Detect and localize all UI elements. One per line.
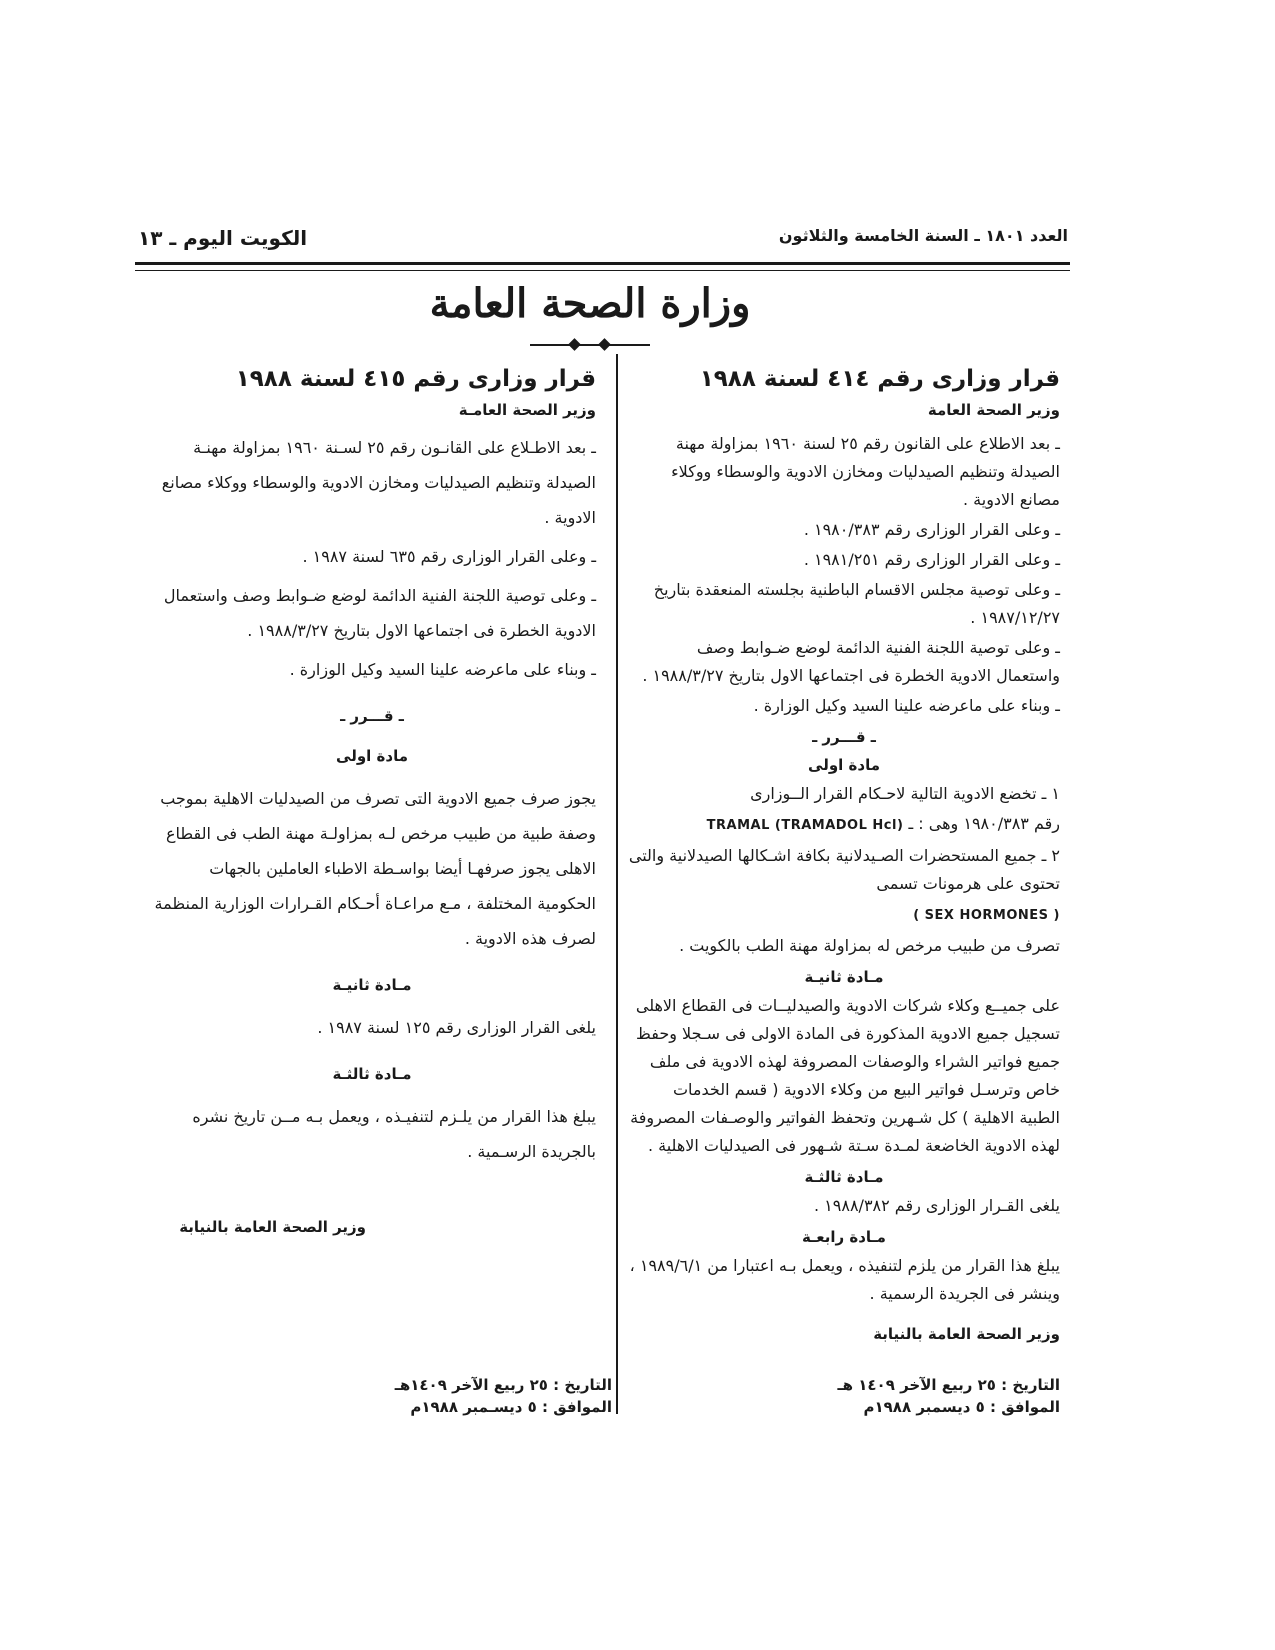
article-1-item-2: ٢ ـ جميع المستحضرات الصـيدلانية بكافة اشـكالها الصيدلانية والتى تحتوى على هرمونات تسمى [628,846,1060,893]
decree-415-issuer: وزير الصحة العامـة [458,401,596,419]
decree-415-title: قرار وزارى رقم ٤١٥ لسنة ١٩٨٨ [235,366,596,392]
hormones-label: ( SEX HORMONES ) [913,908,1060,923]
preamble-item: ـ وبناء على ماعرضه علينا السيد وكيل الوزارة . [753,696,1060,715]
issue-number: العدد ١٨٠١ ـ السنة الخامسة والثلاثون [778,226,1068,245]
column-separator [616,354,618,1414]
article-1-item-1-ref [628,810,1060,840]
preamble-item: ـ بعد الاطلاع على القانون رقم ٢٥ لسنة ١٩٦٠ بمزاولة مهنة الصيدلة وتنظيم الصيدليات ومخازن الادوية والوسطاء ووكلاء مصانع الادوية . [671,434,1060,509]
preamble-item: ـ وعلى القرار الوزارى رقم ١٩٨١/٢٥١ . [803,550,1060,569]
decree-414-dates [780,1374,1060,1418]
date-hijri: التاريخ : ٢٥ ربيع الآخر ١٤٠٩ هـ [837,1376,1060,1394]
article-2-text: يلغى القرار الوزارى رقم ١٢٥ لسنة ١٩٨٧ . [317,1018,596,1037]
article-1-text: يجوز صرف جميع الادوية التى تصرف من الصيدليات الاهلية بموجب وصفة طبية من طبيب مرخص لـه بمزاولـة مهنة الطب فى القطاع الاهلى يجوز صرفهـا أيضا بواسـطة الاطباء العاملين بالجهات الحكومية المختلفة ، مـع مراعـاة أحـكام القـرارات الوزارية المنظمة لصرف هذه الادوية . [154,789,596,948]
article-4-heading: مـادة رابعـة [802,1228,886,1246]
article-2-heading: مـادة ثانيـة [804,968,884,986]
preamble-item: ـ وعلى توصية اللجنة الفنية الدائمة لوضع ضـوابط وصف واستعمال الادوية الخطرة فى اجتماعها الاول بتاريخ ١٩٨٨/٣/٢٧ . [163,586,596,640]
article-3-text: يبلغ هذا القرار من يلـزم لتنفيـذه ، ويعمل بـه مــن تاريخ نشره بالجريدة الرسـمية . [192,1107,596,1161]
article-1-heading: مادة اولى [336,747,408,765]
decree-415-column [148,362,596,1241]
ministry-heading: وزارة الصحة العامة [429,280,751,327]
date-hijri: التاريخ : ٢٥ ربيع الآخر ١٤٠٩هـ [394,1376,612,1394]
article-2-heading: مـادة ثانيـة [332,976,412,994]
article-3-heading: مـادة ثالثـة [804,1168,884,1186]
date-gregorian: الموافق : ٥ ديسـمبر ١٩٨٨م [410,1398,612,1416]
article-1-heading: مادة اولى [808,756,880,774]
hormones-line [628,900,1060,930]
decree-414-issuer: وزير الصحة العامة [927,401,1060,419]
preamble-item: ـ وعلى توصية اللجنة الفنية الدائمة لوضع ضـوابط وصف واستعمال الادوية الخطرة فى اجتماعها الاول بتاريخ ١٩٨٨/٣/٢٧ . [642,638,1060,685]
article-4-text: يبلغ هذا القرار من يلزم لتنفيذه ، ويعمل بـه اعتبارا من ١٩٨٩/٦/١ ، وينشر فى الجريدة الرسمية . [629,1256,1060,1303]
preamble-item: ـ وعلى توصية مجلس الاقسام الباطنية بجلسته المنعقدة بتاريخ ١٩٨٧/١٢/٢٧ . [653,580,1060,627]
decision-heading: ـ قـــرر ـ [812,728,876,746]
decree-415-dates [300,1374,612,1418]
article-3-heading: مـادة ثالثـة [332,1065,412,1083]
article-2-text: على جميــع وكلاء شركات الادوية والصيدليــات فى القطاع الاهلى تسجيل جميع الادوية المذكورة فى المادة الاولى فى سـجلا وحفظ جميع فواتير الشراء والوصفات المصروفة لهذه الادوية فى ملف خاص وترسـل فواتير البيع من وكلاء الادوية ( قسم الخدمات الطبية الاهلية ) كل شـهرين وتحفظ الفواتير والوصـفات المصروفة لهذه الادوية الخاضعة لمـدة سـتة شـهور فى الصيدليات الاهلية . [630,996,1060,1155]
article-1-item-3: تصرف من طبيب مرخص له بمزاولة مهنة الطب بالكويت . [679,936,1060,955]
preamble-item: ـ بعد الاطـلاع على القانـون رقم ٢٥ لسـنة ١٩٦٠ بمزاولة مهنـة الصيدلة وتنظيم الصيدليات ومخازن الادوية والوسطاء ووكلاء مصانع الادوية . [161,438,596,527]
decision-heading: ـ قـــرر ـ [340,707,404,725]
signature-line: وزير الصحة العامة بالنيابة [179,1218,366,1236]
running-header [138,222,1068,260]
article-1-ref-text: رقم ١٩٨٠/٣٨٣ وهى : ـ [908,814,1060,833]
newspaper-name: الكويت اليوم ـ ١٣ [138,226,308,250]
date-gregorian: الموافق : ٥ ديسمبر ١٩٨٨م [863,1398,1060,1416]
signature-line: وزير الصحة العامة بالنيابة [873,1325,1060,1343]
article-1-item-1: ١ ـ تخضع الادوية التالية لاحـكام القرار الــوزارى [750,784,1060,803]
drug-name: TRAMAL (TRAMADOL Hcl) [706,818,904,833]
header-rule [135,262,1070,271]
preamble-item: ـ وبناء على ماعرضه علينا السيد وكيل الوزارة . [289,660,596,679]
decree-414-title: قرار وزارى رقم ٤١٤ لسنة ١٩٨٨ [699,366,1060,392]
preamble-item: ـ وعلى القرار الوزارى رقم ١٩٨٠/٣٨٣ . [803,520,1060,539]
article-3-text: يلغى القـرار الوزارى رقم ١٩٨٨/٣٨٢ . [814,1196,1060,1215]
ornament-divider [530,344,650,346]
decree-414-column [628,362,1060,1348]
preamble-item: ـ وعلى القرار الوزارى رقم ٦٣٥ لسنة ١٩٨٧ . [302,547,596,566]
